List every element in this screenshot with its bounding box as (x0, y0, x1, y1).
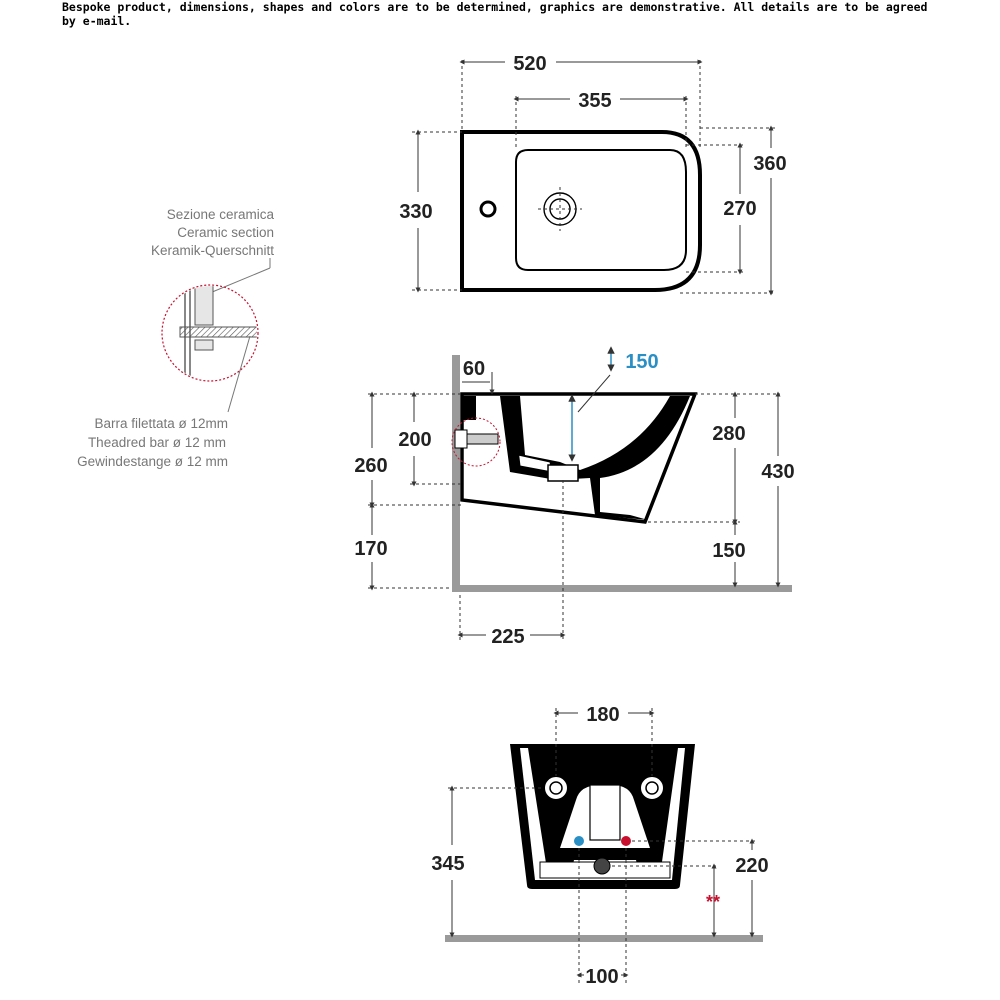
disclaimer-text: Bespoke product, dimensions, shapes and colors are to be determined, graphics are demonstrative. All details are to be agreed by e-mail. (62, 0, 928, 28)
dim-fixing-height: 200 (398, 429, 432, 451)
front-view (431, 704, 768, 988)
dim-depth-adjust: 150 (625, 351, 659, 373)
ceramic-section-label-it: Sezione ceramica (166, 207, 274, 222)
threaded-bar-label-it: Barra filettata ø 12mm (94, 416, 228, 431)
threaded-bar-label-de: Gewindestange ø 12 mm (77, 454, 228, 469)
threaded-bar-label-en: Theadred bar ø 12 mm (87, 435, 226, 450)
top-view-outline (462, 132, 700, 290)
dim-bowl-height: 280 (712, 423, 746, 445)
dim-height-left: 330 (399, 201, 433, 223)
dim-floor-gap-right: 150 (712, 540, 746, 562)
floor (445, 935, 763, 942)
ceramic-section-detail (77, 207, 274, 469)
dim-total-height: 430 (761, 461, 795, 483)
dim-wall-thickness: 60 (462, 358, 486, 380)
tap-hole-icon (481, 202, 495, 216)
outlet-icon (594, 858, 610, 874)
dim-drain-distance: 225 (491, 626, 525, 648)
dim-fixing-height-front: 345 (431, 853, 465, 875)
cold-supply-icon (574, 836, 584, 846)
dim-fixing-spacing: 180 (586, 704, 620, 726)
hot-supply-icon (621, 836, 631, 846)
ceramic-section-label-en: Ceramic section (177, 225, 274, 240)
dim-floor-gap-left: 170 (354, 538, 388, 560)
dim-width-inner: 355 (578, 90, 612, 112)
dim-depth-total: 360 (753, 153, 787, 175)
dim-depth-inner: 270 (723, 198, 757, 220)
dim-width-total: 520 (513, 53, 547, 75)
side-view (354, 350, 794, 648)
dim-outlet-height: 220 (735, 855, 769, 877)
note-mark: ** (705, 892, 721, 912)
ceramic-section-label-de: Keramik-Querschnitt (150, 243, 274, 258)
dim-upper-height: 260 (354, 455, 388, 477)
top-view (399, 53, 786, 293)
dim-supply-spacing: 100 (585, 966, 619, 988)
